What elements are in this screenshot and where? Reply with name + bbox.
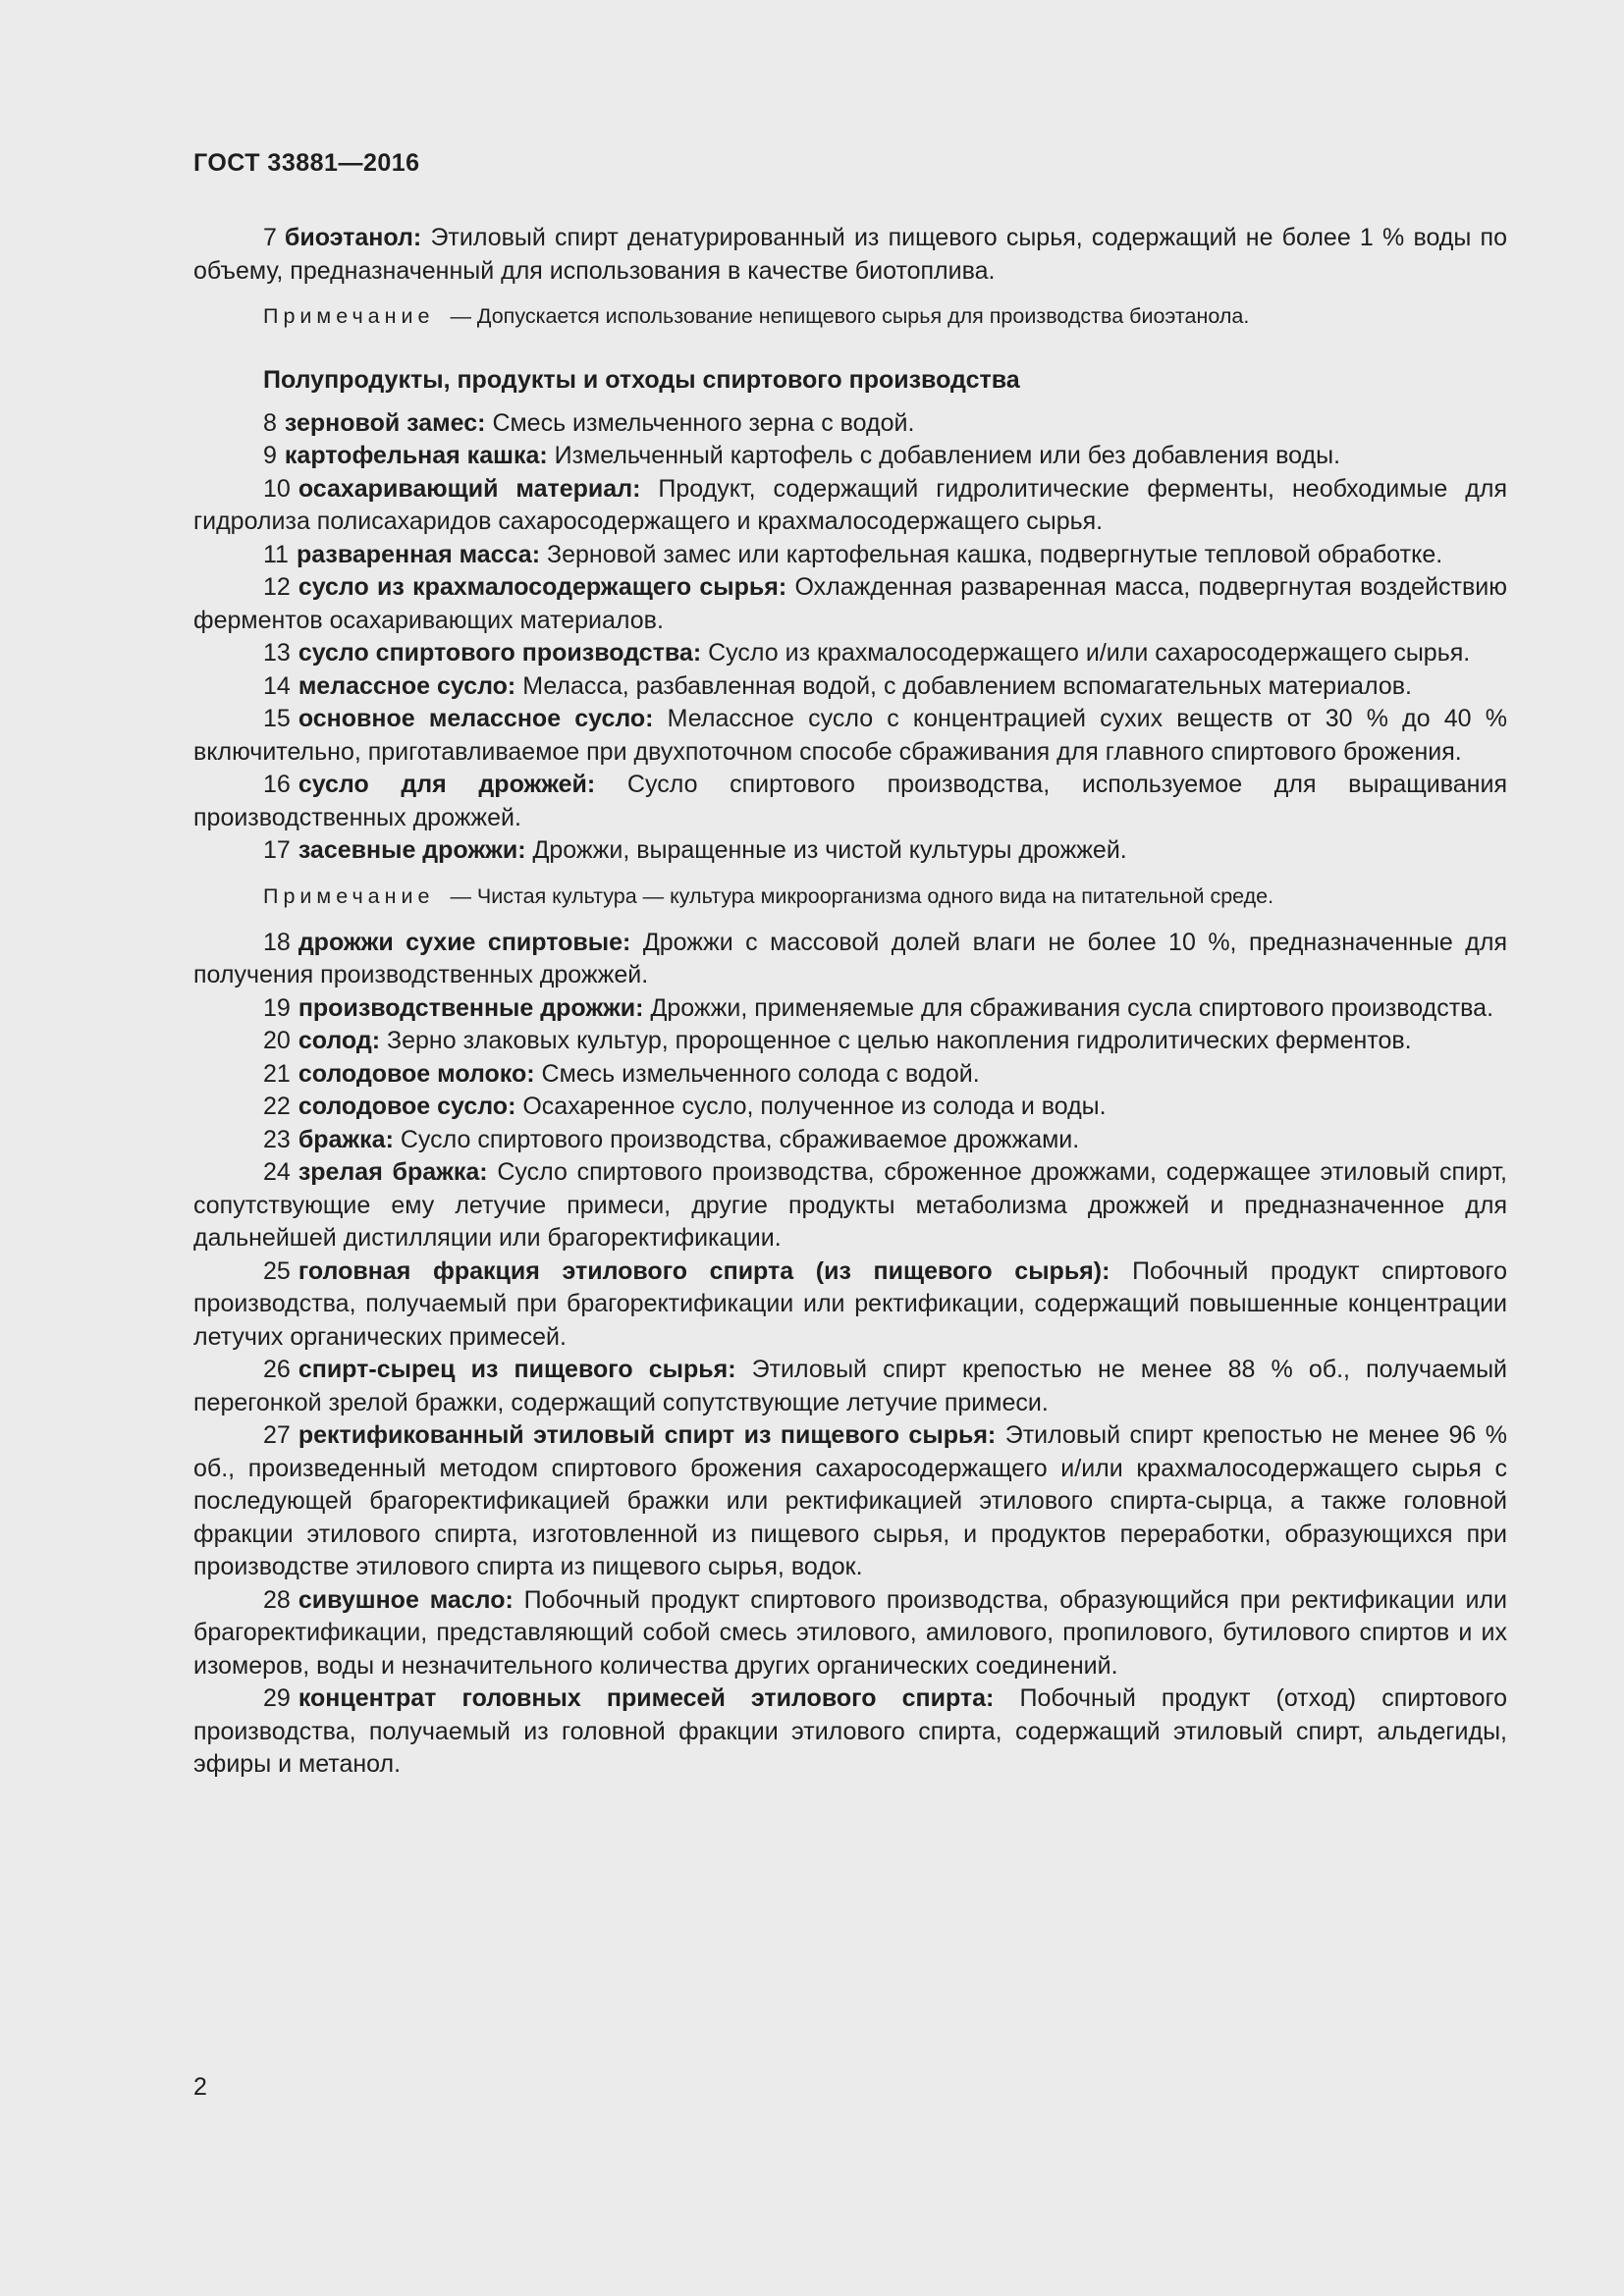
term-definition: Сусло спиртового производства, сбраживаемое дрожжами. (400, 1125, 1080, 1153)
term-name: солод: (298, 1027, 381, 1054)
term-entry (193, 927, 1507, 992)
term-name: дрожжи сухие спиртовые: (298, 928, 631, 956)
term-definition: Охлажденная разваренная масса, подвергнутая воздействию ферментов осахаривающих материалов. (193, 573, 1508, 634)
term-number: 21 (263, 1059, 291, 1088)
term-number: 11 (263, 540, 289, 568)
term-number: 28 (263, 1585, 291, 1614)
term-entry (193, 992, 1507, 1026)
term-number: 12 (263, 573, 291, 601)
term-name: сивушное масло: (298, 1585, 514, 1614)
term-definition: Сусло спиртового производства, используемое для выращивания производственных дрожжей. (193, 771, 1507, 831)
term-entry (193, 1091, 1507, 1124)
document-header: ГОСТ 33881—2016 (193, 149, 420, 177)
term-name: зерновой замес: (284, 408, 486, 437)
term-entry (193, 1419, 1507, 1584)
term-definition: Зерно злаковых культур, пророщенное с целью накопления гидролитических ферментов. (387, 1027, 1412, 1054)
term-definition: Этиловый спирт крепостью не менее 96 % об., произведенный методом спиртового брожения сахаросодержащего и/или крахмалосодержащего сырья с последующей брагоректификацией бражки или ректификацией этилового спирта-сырца, а также головной фракции этилового спирта, изготовленной из пищевого сырья, и продуктов переработки, образующихся при производстве этилового спирта из пищевого сырья, водок. (193, 1421, 1507, 1580)
note-label: Примечание (263, 883, 435, 908)
term-entry (193, 1058, 1507, 1092)
term-number: 20 (263, 1027, 291, 1054)
term-name: разваренная масса: (296, 540, 541, 568)
term-entry (193, 1682, 1507, 1782)
term-definition: Смесь измельченного зерна с водой. (492, 408, 915, 437)
term-definition: Сусло спиртового производства, сброженное дрожжами, содержащее этиловый спирт, сопутствующие ему летучие примеси, другие продукты метаболизма дрожжей и предназначенное для дальнейшей дистилляции или брагоректификации. (193, 1158, 1507, 1252)
term-entry (193, 1255, 1507, 1355)
term-definition: Мелассное сусло с концентрацией сухих веществ от 30 % до 40 % включительно, приготавливаемое при двухпоточном способе сбраживания для главного спиртового брожения. (193, 705, 1507, 766)
note-1 (193, 301, 1507, 331)
term-definition: Побочный продукт (отход) спиртового производства, получаемый из головной фракции этилового спирта, содержащий этиловый спирт, альдегиды, эфиры и метанол. (193, 1684, 1508, 1778)
term-name: сусло для дрожжей: (298, 771, 596, 798)
term-definition: Смесь измельченного солода с водой. (541, 1059, 980, 1088)
term-name: спирт-сырец из пищевого сырья: (298, 1356, 736, 1383)
term-definition: Дрожжи с массовой долей влаги не более 10 %, предназначенные для получения производственных дрожжей. (193, 928, 1507, 988)
term-name: зрелая бражка: (298, 1158, 488, 1186)
term-name: сусло из крахмалосодержащего сырья: (298, 573, 787, 601)
term-definition: Меласса, разбавленная водой, с добавлением вспомагательных материалов. (522, 671, 1412, 700)
term-number: 19 (263, 993, 291, 1022)
term-entry (193, 222, 1507, 288)
term-definition: Дрожжи, выращенные из чистой культуры дрожжей. (532, 836, 1127, 864)
term-name: осахаривающий материал: (298, 474, 641, 503)
term-entry (193, 1025, 1507, 1058)
term-number: 18 (263, 928, 291, 956)
term-entry (193, 473, 1507, 539)
term-number: 27 (263, 1421, 291, 1449)
document-body (193, 222, 1507, 1782)
term-name: биоэтанол: (284, 224, 422, 251)
term-number: 15 (263, 705, 291, 732)
term-entry (193, 670, 1507, 704)
term-definition: Побочный продукт спиртового производства, получаемый при брагоректификации или ректификации, содержащий повышенные концентрации летучих органических примесей. (193, 1256, 1508, 1351)
term-list-mid (193, 407, 1507, 868)
term-number: 8 (263, 408, 277, 437)
term-name: картофельная кашка: (284, 442, 548, 469)
term-entry (193, 539, 1507, 572)
section-heading: Полупродукты, продукты и отходы спиртового производства (263, 366, 1020, 394)
term-name: концентрат головных примесей этилового спирта: (298, 1684, 995, 1712)
term-entry (193, 407, 1507, 441)
term-entry (193, 834, 1507, 868)
term-number: 23 (263, 1125, 291, 1153)
term-name: основное мелассное сусло: (298, 705, 654, 732)
term-list-bottom (193, 927, 1507, 1782)
term-name: ректификованный этиловый спирт из пищевого сырья: (298, 1421, 997, 1449)
term-number: 9 (263, 442, 277, 469)
term-name: солодовое сусло: (298, 1093, 516, 1120)
term-name: мелассное сусло: (298, 671, 516, 700)
note-text: — Чистая культура — культура микроорганизма одного вида на питательной среде. (450, 883, 1274, 908)
note-label: Примечание (263, 304, 435, 328)
term-definition: Измельченный картофель с добавлением или без добавления воды. (554, 442, 1341, 469)
term-entry (193, 637, 1507, 670)
term-number: 17 (263, 836, 291, 864)
term-name: бражка: (298, 1125, 394, 1153)
term-definition: Продукт, содержащий гидролитические ферменты, необходимые для гидролиза полисахаридов сахаросодержащего и крахмалосодержащего сырья. (193, 474, 1507, 535)
term-number: 7 (263, 224, 277, 251)
term-definition: Побочный продукт спиртового производства, образующийся при ректификации или брагоректификации, представляющий собой смесь этилового, амилового, пропилового, бутилового спиртов и их изомеров, воды и незначительного количества других органических соединений. (193, 1585, 1507, 1680)
term-number: 13 (263, 639, 291, 667)
term-entry (193, 1354, 1507, 1419)
term-name: производственные дрожжи: (298, 993, 644, 1022)
term-entry (193, 440, 1507, 473)
term-number: 16 (263, 771, 291, 798)
term-number: 24 (263, 1158, 291, 1186)
term-entry (193, 1156, 1507, 1255)
note-text: — Допускается использование непищевого сырья для производства биоэтанола. (450, 304, 1250, 328)
term-entry (193, 1124, 1507, 1157)
term-definition: Осахаренное сусло, полученное из солода и воды. (522, 1093, 1107, 1120)
term-number: 10 (263, 474, 291, 503)
term-list-top (193, 222, 1507, 288)
term-definition: Зерновой замес или картофельная кашка, подвергнутые тепловой обработке. (546, 540, 1443, 568)
term-definition: Сусло из крахмалосодержащего и/или сахаросодержащего сырья. (708, 639, 1471, 667)
term-name: сусло спиртового производства: (298, 639, 702, 667)
term-number: 22 (263, 1093, 291, 1120)
term-entry (193, 703, 1507, 769)
term-entry (193, 1584, 1507, 1683)
term-number: 25 (263, 1256, 291, 1285)
page-number: 2 (193, 2073, 207, 2101)
term-name: головная фракция этилового спирта (из пищевого сырья): (298, 1256, 1110, 1285)
note-2 (193, 881, 1507, 911)
term-definition: Этиловый спирт денатурированный из пищевого сырья, содержащий не более 1 % воды по объему, предназначенный для использования в качестве биотоплива. (193, 224, 1507, 285)
term-number: 26 (263, 1356, 291, 1383)
term-number: 29 (263, 1684, 291, 1712)
term-definition: Дрожжи, применяемые для сбраживания сусла спиртового производства. (650, 993, 1494, 1022)
term-entry (193, 769, 1507, 834)
term-name: засевные дрожжи: (298, 836, 526, 864)
term-name: солодовое молоко: (298, 1059, 535, 1088)
term-entry (193, 571, 1507, 637)
term-definition: Этиловый спирт крепостью не менее 88 % об., получаемый перегонкой зрелой бражки, содержащий сопутствующие летучие примеси. (193, 1356, 1508, 1416)
term-number: 14 (263, 671, 291, 700)
